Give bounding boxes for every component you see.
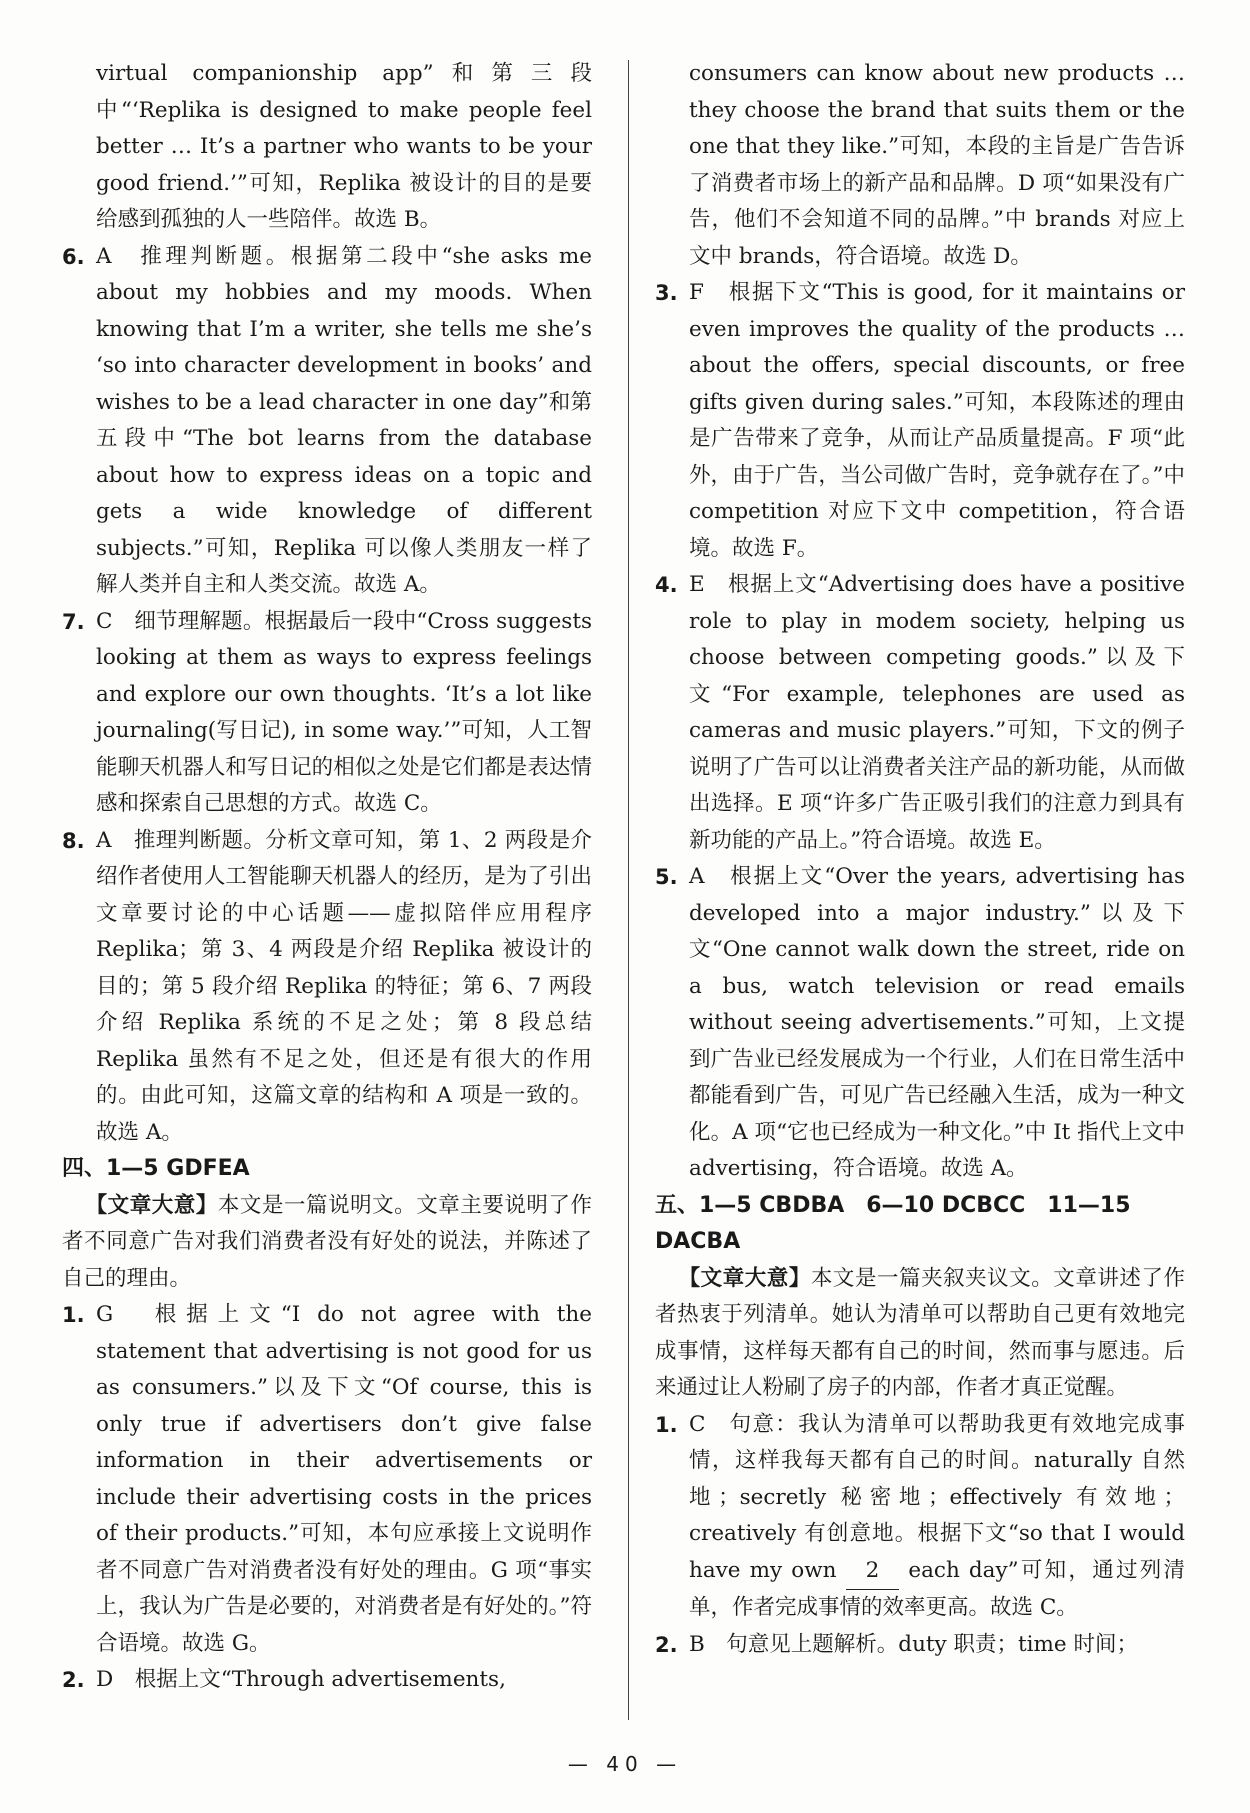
item-number: 8. [62,828,85,853]
answer-item-8 [62,823,592,1152]
item-number: 4. [655,573,678,597]
answer-item-6 [62,239,592,604]
item-number: 1. [62,1303,85,1327]
s4-answer-item-1 [62,1297,592,1662]
item-text: D 根据上文“Through advertisements, [96,1667,506,1692]
summary-text: 本文是一篇夹叙夹议文。文章讲述了作者热衷于列清单。她认为清单可以帮助自己更有效地完成事情，这样每天都有自己的时间，然而事与愿违。后来通过让人粉刷了房子的内部，作者才真正觉醒。 [655,1265,1185,1400]
item-text: F 根据下文“This is good, for it maintains or even improves the quality of the products … about the offers, special discounts, or free gifts given during sales.”可知，本段陈述的理由是广告带来了竞争，从而让产品质量提高。F 项“此外，由于广告，当公司做广告时，竞争就存在了。”中 competition 对应下文中 competition，符合语境。故选 F。 [689,280,1185,561]
column-divider [628,60,629,1720]
section-four-heading: 四、1—5 GDFEA [62,1156,250,1181]
page-number: — 40 — [567,1752,683,1776]
item-text-part-b: each day”可知，通过列清单，作者完成事情的效率更高。故选 C。 [689,1557,1185,1620]
item-number: 2. [655,1632,678,1657]
section-five-heading: 五、1—5 CBDBA 6—10 DCBCC 11—15 DACBA [655,1192,1131,1254]
left-column [62,56,592,1699]
q5-continuation: virtual companionship app”和第三段中“‘Replika is designed to make people feel better … It’s a partner who wants to be your good friend.’”可知，Replika 被设计的目的是要给感到孤独的人一些陪伴。故选 B。 [96,61,592,232]
blank-number: 2 [846,1553,900,1591]
section-five-summary [655,1261,1185,1407]
item-text: E 根据上文“Advertising does have a positive role to play in modem society, helping us choose between competing goods.”以及下文“For example, telephones are used as cameras and music players.”可知，下文的例子说明了广告可以让消费者关注产品的新功能，从而做出选择。E 项“许多广告正吸引我们的注意力到具有新功能的产品上。”符合语境。故选 E。 [689,572,1185,853]
summary-tag: 【文章大意】 [678,1265,811,1291]
summary-tag: 【文章大意】 [85,1192,218,1218]
s4q2-continuation: consumers can know about new products … they choose the brand that suits them or the one that they like.”可知，本段的主旨是广告告诉了消费者市场上的新产品和品牌。D 项“如果没有广告，他们不会知道不同的品牌。”中 brands 对应上文中 brands，符合语境。故选 D。 [689,61,1185,269]
s4-answer-item-3 [655,275,1185,567]
item-text: G 根据上文“I do not agree with the statement that advertising is not good for us as consumers.”以及下文“Of course, this is only true if advertisers don’t give false information in their advertisements or include their advertising costs in the prices of their products.”可知，本句应承接上文说明作者不同意广告对消费者没有好处的理由。G 项“事实上，我认为广告是必要的，对消费者是有好处的。”符合语境。故选 G。 [96,1302,592,1656]
right-column [655,56,1185,1663]
item-text: C 细节理解题。根据最后一段中“Cross suggests looking at them as ways to express feelings and explore our own thoughts. ‘It’s a lot like journaling(写日记), in some way.’”可知，人工智能聊天机器人和写日记的相似之处是它们都是表达情感和探索自己思想的方式。故选 C。 [96,608,592,816]
item-text: A 推理判断题。根据第二段中“she asks me about my hobbies and my moods. When knowing that I’m a writer, she tells me she’s ‘so into character development in books’ and wishes to be a lead character in one day”和第五段中“The bot learns from the database about how to express ideas on a topic and gets a wide knowledge of different subjects.”可知，Replika 可以像人类朋友一样了解人类并自主和人类交流。故选 A。 [96,243,592,597]
item-text: B 句意见上题解析。duty 职责；time 时间； [689,1631,1138,1657]
s5-answer-item-1 [655,1407,1185,1627]
item-number: 3. [655,281,678,305]
summary-text: 本文是一篇说明文。文章主要说明了作者不同意广告对我们消费者没有好处的说法，并陈述了自己的理由。 [62,1192,592,1291]
item-number: 1. [655,1412,678,1437]
s5-answer-item-2 [655,1627,1185,1664]
item-text [689,1407,1185,1627]
s4-answer-item-4 [655,567,1185,859]
section-four-summary [62,1188,592,1298]
s4-answer-item-2 [62,1662,592,1699]
answer-item-7 [62,604,592,823]
item-number: 7. [62,609,85,634]
item-text-part-a: C 句意：我认为清单可以帮助我更有效地完成事情，这样我每天都有自己的时间。naturally 自然地；secretly 秘密地；effectively 有效地；creatively 有创意地。根据下文“so that I would have my own [689,1411,1185,1583]
item-number: 2. [62,1668,85,1692]
item-text: A 推理判断题。分析文章可知，第 1、2 两段是介绍作者使用人工智能聊天机器人的经历，是为了引出文章要讨论的中心话题——虚拟陪伴应用程序 Replika；第 3、4 两段是介绍 Replika 被设计的目的；第 5 段介绍 Replika 的特征；第 6、7 两段介绍 Replika 系统的不足之处；第 8 段总结 Replika 虽然有不足之处，但还是有很大的作用的。由此可知，这篇文章的结构和 A 项是一致的。故选 A。 [96,827,592,1145]
s4-answer-item-5 [655,859,1185,1188]
item-number: 5. [655,865,678,889]
item-number: 6. [62,244,85,269]
item-text: A 根据上文“Over the years, advertising has developed into a major industry.”以及下文“One cannot walk down the street, ride on a bus, watch television or read emails without seeing advertisements.”可知，上文提到广告业已经发展成为一个行业，人们在日常生活中都能看到广告，可见广告已经融入生活，成为一种文化。A 项“它也已经成为一种文化。”中 It 指代上文中 advertising，符合语境。故选 A。 [689,864,1185,1181]
